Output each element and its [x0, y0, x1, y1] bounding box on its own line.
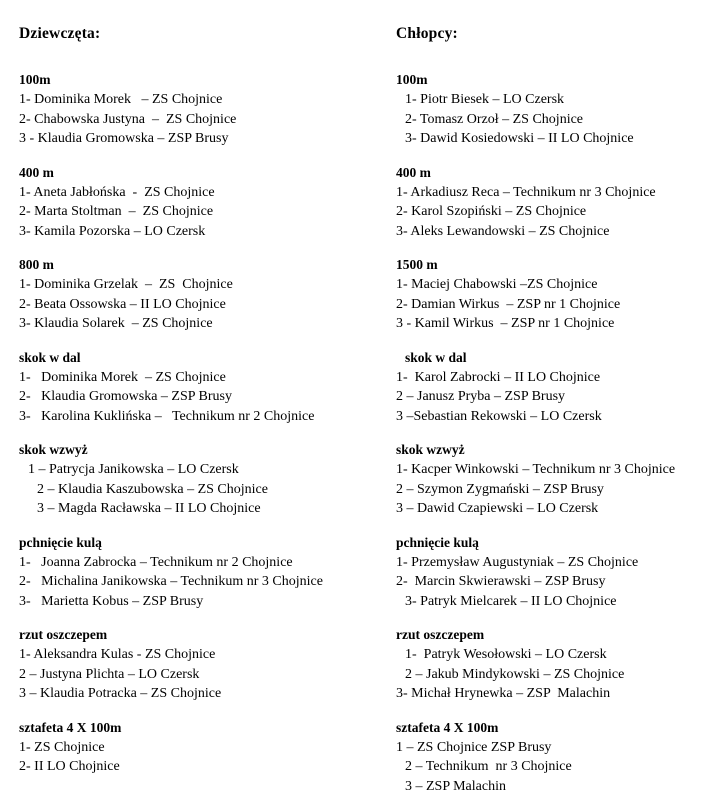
result-entry: 3- Klaudia Solarek – ZS Chojnice	[19, 316, 213, 331]
event-title: 400 m	[19, 164, 54, 180]
result-entry: 1- Aneta Jabłońska - ZS Chojnice	[19, 184, 215, 200]
event-title: 400 m	[396, 164, 431, 180]
result-entry: 3- Aleks Lewandowski – ZS Chojnice	[396, 223, 610, 239]
event-block	[19, 163, 396, 242]
event-block	[19, 70, 396, 149]
result-entry: 2 – Janusz Pryba – ZSP Brusy	[396, 389, 566, 404]
event-title: 1500 m	[396, 257, 438, 272]
result-entry: 2 – Klaudia Kaszubowska – ZS Chojnice	[37, 481, 268, 497]
result-entry: 1- Karol Zabrocki – II LO Chojnice	[396, 369, 601, 385]
girls-events-list	[19, 70, 396, 777]
result-entry: 2- II LO Chojnice	[19, 759, 120, 774]
result-entry: 1- Kacper Winkowski – Technikum nr 3 Chojnice	[396, 462, 676, 477]
result-entry: 1- Aleksandra Kulas - ZS Chojnice	[19, 647, 216, 662]
result-entry: 2- Klaudia Gromowska – ZSP Brusy	[19, 389, 232, 404]
event-title: pchnięcie kulą	[19, 534, 102, 550]
event-title: sztafeta 4 X 100m	[19, 719, 122, 735]
result-entry: 2- Karol Szopiński – ZS Chojnice	[396, 204, 587, 219]
girls-column-heading: Dziewczęta:	[19, 25, 101, 42]
result-entry: 3 – Dawid Czapiewski – LO Czersk	[396, 501, 599, 516]
result-entry: 1 – Patrycja Janikowska – LO Czersk	[28, 462, 239, 477]
result-entry: 2 – Szymon Zygmański – ZSP Brusy	[396, 481, 604, 497]
result-entry: 2 – Jakub Mindykowski – ZS Chojnice	[405, 666, 625, 682]
event-block	[19, 348, 396, 427]
result-entry: 3 – Magda Racławska – II LO Chojnice	[37, 501, 261, 516]
result-entry: 3- Dawid Kosiedowski – II LO Chojnice	[405, 131, 634, 146]
result-entry: 1- Piotr Biesek – LO Czersk	[405, 92, 565, 107]
result-entry: 3- Patryk Mielcarek – II LO Chojnice	[405, 593, 617, 609]
result-entry: 1- Dominika Morek – ZS Chojnice	[19, 369, 226, 385]
result-entry: 3 - Kamil Wirkus – ZSP nr 1 Chojnice	[396, 316, 615, 331]
result-entry: 3 – ZSP Malachin	[405, 778, 506, 794]
result-entry: 3 – Klaudia Potracka – ZS Chojnice	[19, 686, 222, 701]
event-block	[396, 255, 721, 334]
result-entry: 1- Patryk Wesołowski – LO Czersk	[405, 647, 607, 662]
result-entry: 2 – Justyna Plichta – LO Czersk	[19, 666, 200, 682]
result-entry: 2 – Technikum nr 3 Chojnice	[405, 759, 572, 774]
event-block	[396, 625, 721, 704]
event-title: 100m	[396, 72, 428, 87]
event-title: skok w dal	[19, 349, 81, 365]
event-title: pchnięcie kulą	[396, 534, 479, 550]
boys-events-list	[396, 70, 721, 796]
boys-column-heading: Chłopcy:	[396, 25, 458, 42]
result-entry: 1- Przemysław Augustyniak – ZS Chojnice	[396, 554, 639, 570]
result-entry: 1- ZS Chojnice	[19, 739, 105, 755]
result-entry: 1- Arkadiusz Reca – Technikum nr 3 Chojnice	[396, 184, 656, 200]
result-entry: 2- Marcin Skwierawski – ZSP Brusy	[396, 574, 606, 589]
result-entry: 3- Marietta Kobus – ZSP Brusy	[19, 593, 204, 609]
boys-results-column	[396, 24, 721, 810]
event-title: 800 m	[19, 257, 54, 272]
event-block	[396, 533, 721, 612]
event-title: sztafeta 4 X 100m	[396, 719, 499, 735]
result-entry: 2- Tomasz Orzoł – ZS Chojnice	[405, 111, 584, 127]
event-title: 100m	[19, 72, 51, 87]
result-entry: 1 – ZS Chojnice ZSP Brusy	[396, 739, 552, 755]
result-entry: 3- Karolina Kuklińska – Technikum nr 2 Chojnice	[19, 408, 315, 424]
result-entry: 3- Kamila Pozorska – LO Czersk	[19, 223, 206, 239]
event-block	[19, 718, 396, 777]
event-block	[19, 255, 396, 334]
event-block	[396, 348, 721, 427]
event-title: rzut oszczepem	[19, 627, 108, 642]
event-block	[396, 70, 721, 149]
result-entry: 2- Beata Ossowska – II LO Chojnice	[19, 296, 226, 312]
result-entry: 1- Dominika Grzelak – ZS Chojnice	[19, 277, 233, 292]
event-block	[396, 163, 721, 242]
result-entry: 1- Joanna Zabrocka – Technikum nr 2 Chojnice	[19, 554, 293, 570]
event-block	[19, 625, 396, 704]
result-entry: 1- Dominika Morek – ZS Chojnice	[19, 92, 223, 107]
result-entry: 2- Marta Stoltman – ZS Chojnice	[19, 204, 214, 219]
event-block	[396, 440, 721, 519]
event-block	[19, 533, 396, 612]
event-title: skok w dal	[405, 349, 467, 365]
result-entry: 2- Damian Wirkus – ZSP nr 1 Chojnice	[396, 296, 621, 312]
girls-results-column	[0, 24, 396, 791]
event-title: skok wzwyż	[396, 442, 465, 457]
event-block	[396, 718, 721, 797]
result-entry: 2- Michalina Janikowska – Technikum nr 3 Chojnice	[19, 574, 323, 589]
result-entry: 3 - Klaudia Gromowska – ZSP Brusy	[19, 131, 229, 146]
result-entry: 2- Chabowska Justyna – ZS Chojnice	[19, 111, 237, 127]
result-entry: 3 –Sebastian Rekowski – LO Czersk	[396, 408, 602, 424]
result-entry: 3- Michał Hrynewka – ZSP Malachin	[396, 686, 611, 701]
result-entry: 1- Maciej Chabowski –ZS Chojnice	[396, 277, 598, 292]
event-title: rzut oszczepem	[396, 627, 485, 642]
event-title: skok wzwyż	[19, 442, 88, 457]
event-block	[19, 440, 396, 519]
